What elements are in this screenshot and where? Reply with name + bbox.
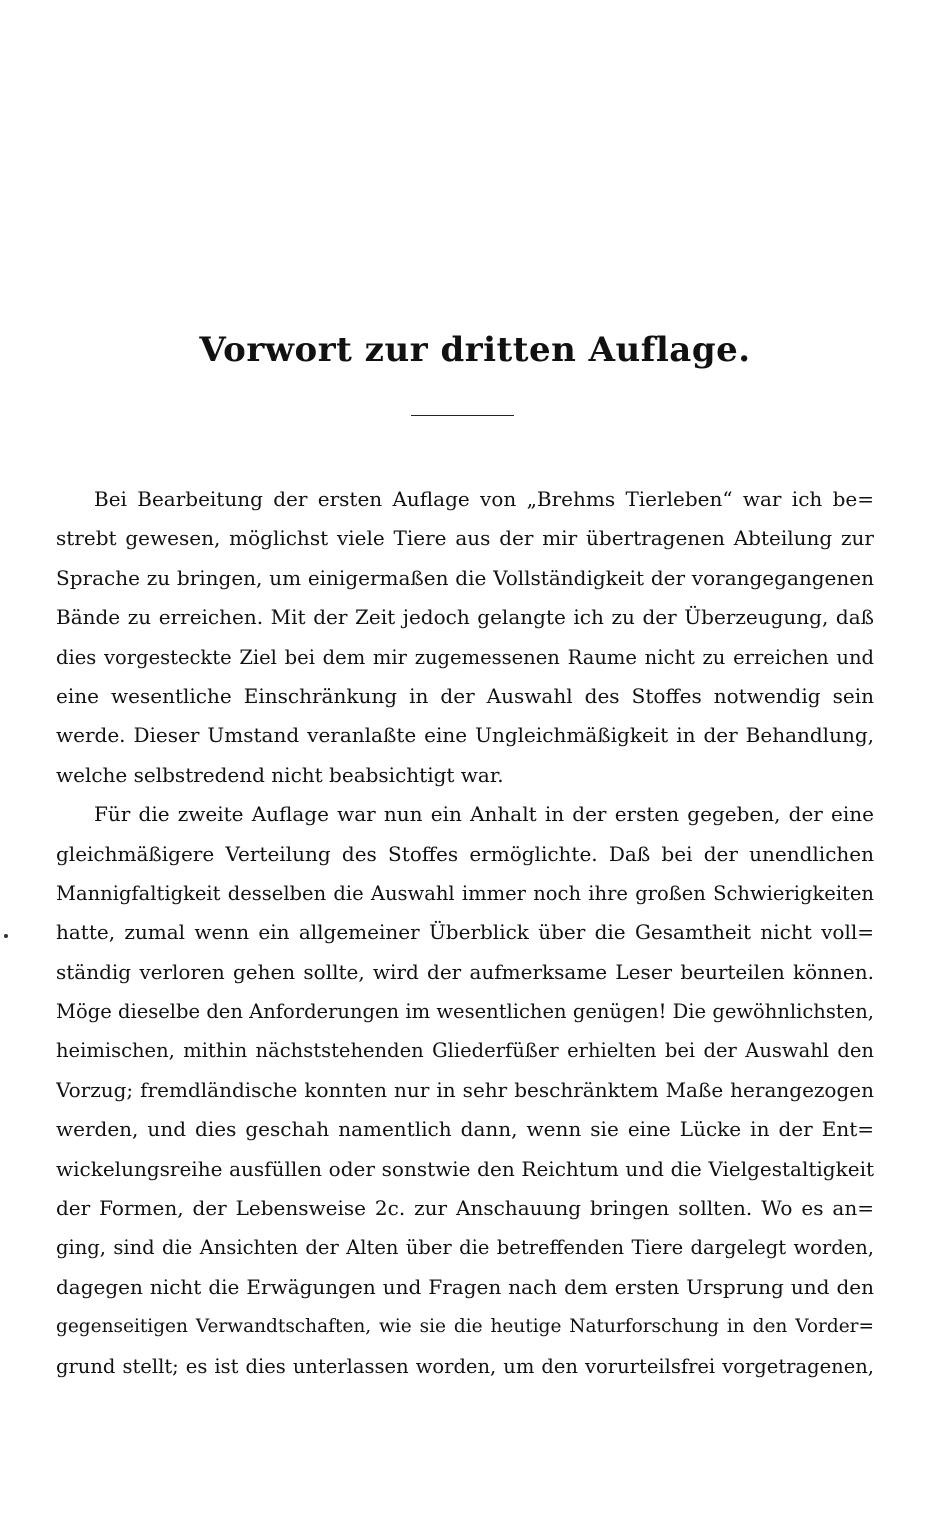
text-line: ständig verloren gehen sollte, wird der aufmerksame Leser beurteilen können. xyxy=(56,959,874,984)
text-line: wickelungsreihe ausfüllen oder sonstwie den Reichtum und die Vielgestaltigkeit xyxy=(56,1156,874,1181)
paragraph-1 xyxy=(56,480,874,795)
body-text xyxy=(56,480,874,1386)
text-line: Für die zweite Auflage war nun ein Anhalt in der ersten gegeben, der eine xyxy=(94,802,874,827)
margin-speck xyxy=(4,934,8,938)
text-line: Mannigfaltigkeit desselben die Auswahl immer noch ihre großen Schwierigkeiten xyxy=(56,881,874,905)
text-line: der Formen, der Lebensweise 2c. zur Anschauung bringen sollten. Wo es an= xyxy=(56,1196,874,1221)
text-line: eine wesentliche Einschränkung in der Auswahl des Stoffes notwendig sein xyxy=(56,683,874,708)
text-line: Möge dieselbe den Anforderungen im wesentlichen genügen! Die gewöhnlichsten, xyxy=(56,1000,874,1024)
text-line: Vorzug; fremdländische konnten nur in sehr beschränktem Maße herangezogen xyxy=(56,1077,874,1102)
text-line: gegenseitigen Verwandtschaften, wie sie die heutige Naturforschung in den Vorder= xyxy=(56,1316,874,1338)
text-line: ging, sind die Ansichten der Alten über die betreffenden Tiere dargelegt worden, xyxy=(56,1236,874,1260)
text-line: Bände zu erreichen. Mit der Zeit jedoch gelangte ich zu der Überzeugung, daß xyxy=(56,605,874,630)
text-line: Sprache zu bringen, um einigermaßen die Vollständigkeit der vorangegangenen xyxy=(56,565,874,590)
text-line: gleichmäßigere Verteilung des Stoffes ermöglichte. Daß bei der unendlichen xyxy=(56,841,874,866)
text-line: dagegen nicht die Erwägungen und Fragen nach dem ersten Ursprung und den xyxy=(56,1274,874,1299)
text-line: grund stellt; es ist dies unterlassen worden, um den vorurteilsfrei vorgetragenen, xyxy=(56,1354,874,1378)
text-line: hatte, zumal wenn ein allgemeiner Überblick über die Gesamtheit nicht voll= xyxy=(56,920,874,945)
paragraph-2 xyxy=(56,795,874,1386)
text-line: werden, und dies geschah namentlich dann, wenn sie eine Lücke in der Ent= xyxy=(56,1117,874,1142)
text-line: dies vorgesteckte Ziel bei dem mir zugemessenen Raume nicht zu erreichen und xyxy=(56,645,874,669)
text-line: Bei Bearbeitung der ersten Auflage von „Brehms Tierleben“ war ich be= xyxy=(94,487,874,511)
title-divider xyxy=(411,415,514,416)
text-line: welche selbstredend nicht beabsichtigt war. xyxy=(56,762,504,787)
text-line: heimischen, mithin nächststehenden Gliederfüßer erhielten bei der Auswahl den xyxy=(56,1039,874,1063)
text-line: werde. Dieser Umstand veranlaßte eine Ungleichmäßigkeit in der Behandlung, xyxy=(56,723,874,748)
page-title: Vorwort zur dritten Auflage. xyxy=(199,330,751,370)
text-line: strebt gewesen, möglichst viele Tiere aus der mir übertragenen Abteilung zur xyxy=(56,526,874,551)
